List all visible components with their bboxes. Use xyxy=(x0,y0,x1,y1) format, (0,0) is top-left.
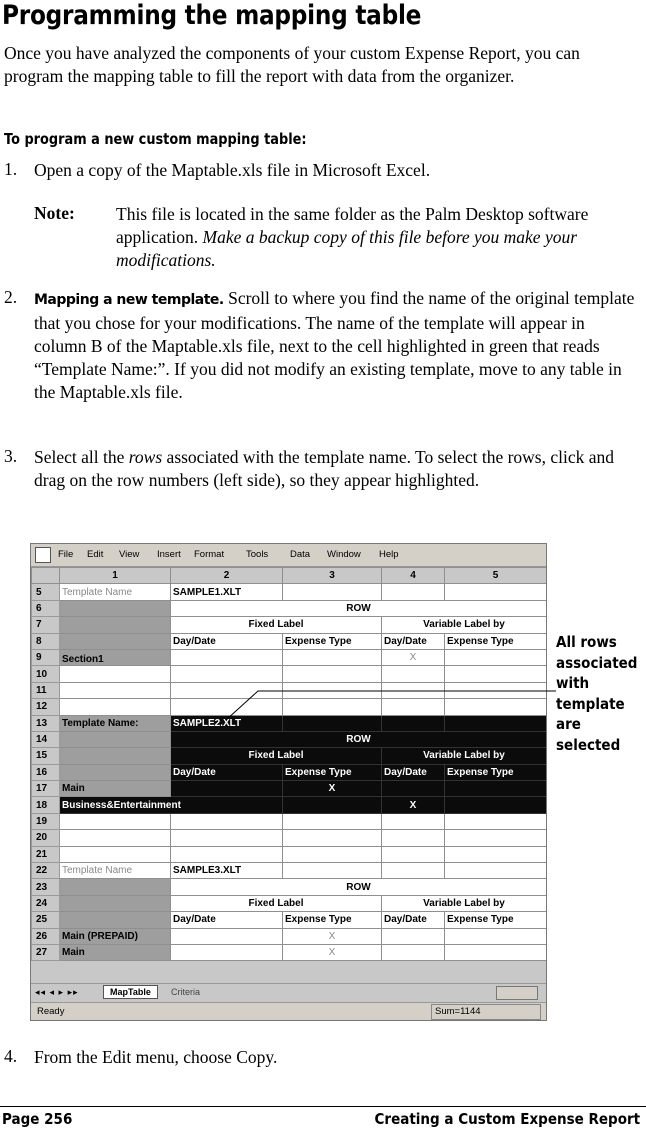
column-header: 5 xyxy=(445,568,547,584)
cell: ROW xyxy=(171,731,547,747)
step-2-number: 2. xyxy=(4,287,18,307)
cell: ROW xyxy=(171,879,547,895)
cell: Template Name xyxy=(60,863,171,879)
note-label: Note: xyxy=(34,203,75,223)
step-1-text: Open a copy of the Maptable.xls file in Microsoft Excel. xyxy=(34,160,431,180)
cell: Main xyxy=(60,781,171,797)
row-number: 5 xyxy=(32,584,60,600)
cell: Day/Date xyxy=(171,764,283,780)
cell: Template Name xyxy=(60,584,171,600)
step-3-emphasis: rows xyxy=(128,447,163,467)
cell: Template Name: xyxy=(60,715,171,731)
note-emphasis: Make a backup copy of this file before you make your modifications. xyxy=(116,227,578,270)
cell: Expense Type xyxy=(283,764,382,780)
step-2-body: Scroll to where you find the name of the original template that you chose for your modifications. The name of the template will appear in column B of the Maptable.xls file, next to the cell highlighted in green that reads “Template Name:”. If you did not modify an existing template, move to any table in the Maptable.xls file. xyxy=(34,288,635,402)
menu-help: Help xyxy=(379,549,399,560)
sheet-tab-criteria[interactable]: Criteria xyxy=(171,987,201,997)
menu-insert: Insert xyxy=(157,549,181,560)
cell: X xyxy=(283,928,382,944)
column-header: 4 xyxy=(382,568,445,584)
step-2-lead: Mapping a new template. xyxy=(34,292,224,308)
cell: Expense Type xyxy=(283,912,382,928)
row-number: 24 xyxy=(32,895,60,911)
cell: Day/Date xyxy=(382,633,445,649)
row-number: 13 xyxy=(32,715,60,731)
step-3-body-a: Select all the xyxy=(34,447,129,467)
callout-text: All rows associated with template are selected xyxy=(556,633,638,754)
cell: Fixed Label xyxy=(171,748,382,764)
menu-data: Data xyxy=(290,549,311,560)
note-body: This file is located in the same folder as the Palm Desktop software application. xyxy=(116,204,589,247)
row-number: 23 xyxy=(32,879,60,895)
row-number: 27 xyxy=(32,944,60,960)
row-number: 8 xyxy=(32,633,60,649)
menu-edit: Edit xyxy=(87,549,104,560)
sheet-tab-maptable[interactable]: MapTable xyxy=(103,985,158,999)
row-number: 26 xyxy=(32,928,60,944)
row-number: 20 xyxy=(32,830,60,846)
step-4-number: 4. xyxy=(4,1046,18,1066)
cell: SAMPLE3.XLT xyxy=(171,863,283,879)
column-header: 1 xyxy=(60,568,171,584)
menu-format: Format xyxy=(194,549,225,560)
row-number: 9 xyxy=(32,649,60,665)
cell: Day/Date xyxy=(382,764,445,780)
status-ready: Ready xyxy=(37,1006,65,1017)
cell: Expense Type xyxy=(445,633,547,649)
cell: Day/Date xyxy=(382,912,445,928)
row-number: 14 xyxy=(32,731,60,747)
cell: Section1 xyxy=(60,649,171,665)
cell: SAMPLE2.XLT xyxy=(171,715,283,731)
cell: X xyxy=(283,781,382,797)
cell: Fixed Label xyxy=(171,617,382,633)
cell: Business&Entertainment xyxy=(60,797,283,813)
menu-view: View xyxy=(119,549,140,560)
row-number: 10 xyxy=(32,666,60,682)
cell: SAMPLE1.XLT xyxy=(171,584,283,600)
cell: Main xyxy=(60,944,171,960)
footer-rule xyxy=(0,1106,646,1107)
cell: Variable Label by xyxy=(382,617,547,633)
cell: Variable Label by xyxy=(382,748,547,764)
intro-paragraph: Once you have analyzed the components of your custom Expense Report, you can program the mapping table to fill the report with data from the organizer. xyxy=(4,43,580,86)
cell: Main (PREPAID) xyxy=(60,928,171,944)
procedure-title: To program a new custom mapping table: xyxy=(4,130,307,148)
cell: ROW xyxy=(171,600,547,616)
sheet-nav-arrows-icon[interactable]: ◂◂ ◂ ▸ ▸▸ xyxy=(35,987,79,997)
column-header: 2 xyxy=(171,568,283,584)
cell: X xyxy=(382,649,445,665)
step-4-text: From the Edit menu, choose Copy. xyxy=(34,1047,278,1067)
row-number: 16 xyxy=(32,764,60,780)
footer-page-number: Page 256 xyxy=(2,1110,73,1128)
row-number: 11 xyxy=(32,682,60,698)
row-number: 7 xyxy=(32,617,60,633)
row-number: 21 xyxy=(32,846,60,862)
menu-tools: Tools xyxy=(246,549,269,560)
row-number: 17 xyxy=(32,781,60,797)
row-number: 19 xyxy=(32,813,60,829)
step-3-body-b: associated with the template name. To select the rows, click and drag on the row numbers (left side), so they appear highlighted. xyxy=(34,447,615,490)
status-sum: Sum=1144 xyxy=(435,1006,481,1017)
menu-window: Window xyxy=(327,549,361,560)
cell: Variable Label by xyxy=(382,895,547,911)
row-number: 25 xyxy=(32,912,60,928)
cell: Day/Date xyxy=(171,633,283,649)
row-number: 22 xyxy=(32,863,60,879)
row-number: 6 xyxy=(32,600,60,616)
row-number: 15 xyxy=(32,748,60,764)
cell: Expense Type xyxy=(283,633,382,649)
cell: X xyxy=(283,944,382,960)
cell: Fixed Label xyxy=(171,895,382,911)
footer-chapter-title: Creating a Custom Expense Report xyxy=(374,1110,640,1128)
step-3-number: 3. xyxy=(4,446,18,466)
row-number: 18 xyxy=(32,797,60,813)
cell: Expense Type xyxy=(445,764,547,780)
menu-file: File xyxy=(58,549,74,560)
cell: Expense Type xyxy=(445,912,547,928)
column-header: 3 xyxy=(283,568,382,584)
page-title: Programming the mapping table xyxy=(2,0,422,31)
cell: Day/Date xyxy=(171,912,283,928)
row-number: 12 xyxy=(32,699,60,715)
cell: X xyxy=(382,797,445,813)
step-1-number: 1. xyxy=(4,159,18,179)
